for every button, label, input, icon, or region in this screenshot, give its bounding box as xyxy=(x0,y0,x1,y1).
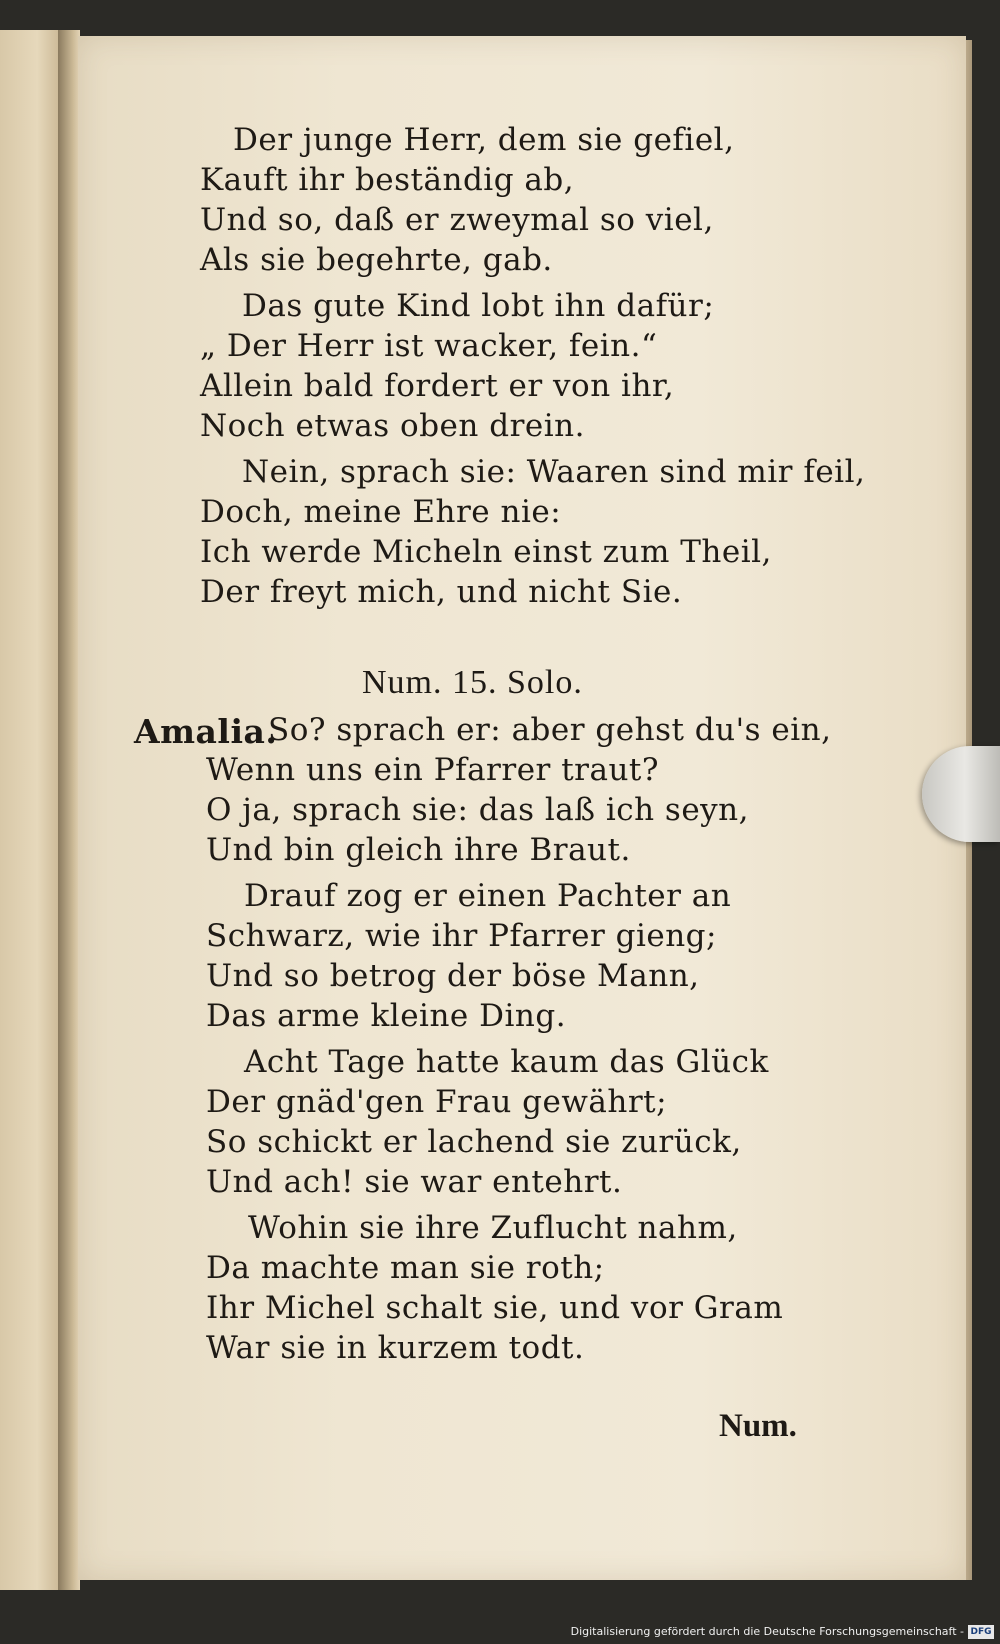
verse-line: Wohin sie ihre Zuflucht nahm, xyxy=(248,1210,738,1246)
verse-line: Wenn uns ein Pfarrer traut? xyxy=(206,752,660,788)
verse-line: Nein, sprach sie: Waaren sind mir feil, xyxy=(242,454,866,490)
dfg-logo-icon: DFG xyxy=(968,1625,994,1639)
footer-bar xyxy=(0,1622,1000,1644)
speaker-name: Amalia. xyxy=(134,712,278,751)
verse-line: Kauft ihr beständig ab, xyxy=(200,162,575,198)
verse-line: Allein bald fordert er von ihr, xyxy=(200,368,675,404)
verse-line: „ Der Herr ist wacker, fein.“ xyxy=(200,328,658,364)
catchword: Num. xyxy=(719,1408,797,1444)
verse-line: Drauf zog er einen Pachter an xyxy=(244,878,732,914)
verse-line: So? sprach er: aber gehst du's ein, xyxy=(268,712,832,748)
verse-line: Schwarz, wie ihr Pfarrer gieng; xyxy=(206,918,717,954)
section-heading: Num. 15. Solo. xyxy=(362,664,583,701)
verse-line: War sie in kurzem todt. xyxy=(206,1330,585,1366)
book-spine xyxy=(58,30,80,1590)
verse-line: Das arme kleine Ding. xyxy=(206,998,567,1034)
verse-line: O ja, sprach sie: das laß ich seyn, xyxy=(206,792,750,828)
verse-line: Ich werde Micheln einst zum Theil, xyxy=(200,534,772,570)
verse-line: Das gute Kind lobt ihn dafür; xyxy=(242,288,715,324)
verse-line: Acht Tage hatte kaum das Glück xyxy=(244,1044,769,1080)
verse-line: Als sie begehrte, gab. xyxy=(200,242,553,278)
verse-line: Und bin gleich ihre Braut. xyxy=(206,832,631,868)
facing-page-edge xyxy=(0,30,62,1590)
verse-line: Ihr Michel schalt sie, und vor Gram xyxy=(206,1290,784,1326)
verse-line: Der junge Herr, dem sie gefiel, xyxy=(233,122,735,158)
verse-line: Da machte man sie roth; xyxy=(206,1250,605,1286)
footer-credit: Digitalisierung gefördert durch die Deutsche Forschungsgemeinschaft - xyxy=(570,1625,964,1638)
verse-line: Und ach! sie war entehrt. xyxy=(206,1164,623,1200)
verse-line: Und so, daß er zweymal so viel, xyxy=(200,202,714,238)
solo-text xyxy=(78,36,966,1580)
verse-line: Und so betrog der böse Mann, xyxy=(206,958,700,994)
verse-line: So schickt er lachend sie zurück, xyxy=(206,1124,742,1160)
verse-line: Noch etwas oben drein. xyxy=(200,408,585,444)
verse-line: Der gnäd'gen Frau gewährt; xyxy=(206,1084,668,1120)
verse-line: Doch, meine Ehre nie: xyxy=(200,494,562,530)
verse-line: Der freyt mich, und nicht Sie. xyxy=(200,574,683,610)
